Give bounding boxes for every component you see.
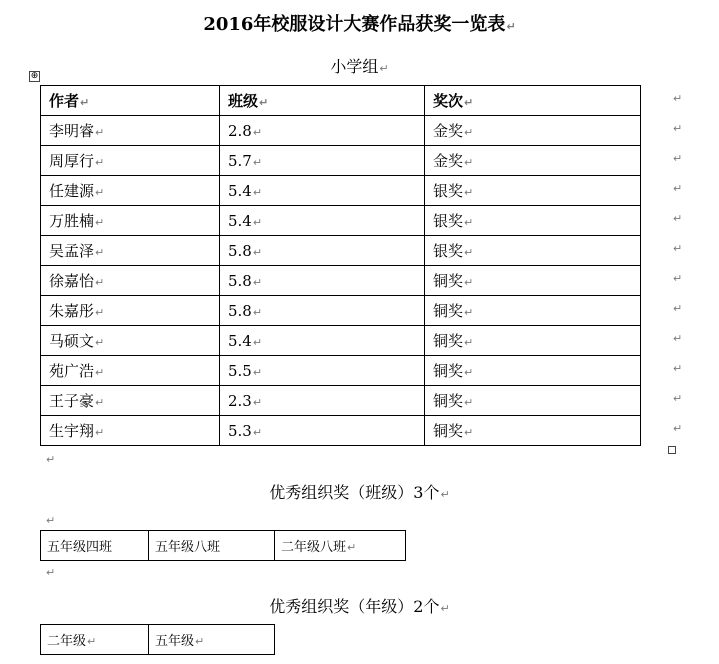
column-header-class[interactable]: 班级↵ (220, 86, 425, 116)
table-cell-award[interactable]: 铜奖↵ (425, 266, 641, 296)
table-cell-class[interactable]: 5.4↵ (220, 326, 425, 356)
table-cell-award[interactable]: 铜奖↵ (425, 416, 641, 446)
table-cell-author[interactable]: 李明睿↵ (41, 116, 220, 146)
table-row (41, 356, 641, 386)
class-org-award-cell[interactable]: 二年级八班↵ (275, 531, 406, 561)
table-row (41, 266, 641, 296)
table-cell-award[interactable]: 金奖↵ (425, 146, 641, 176)
table-cell-class[interactable]: 5.5↵ (220, 356, 425, 386)
grade-org-award-heading: 优秀组织奖（年级）2个↵ (269, 597, 450, 616)
table-cell-class[interactable]: 5.4↵ (220, 206, 425, 236)
table-cell-author[interactable]: 苑广浩↵ (41, 356, 220, 386)
table-row (41, 236, 641, 266)
table-cell-award[interactable]: 铜奖↵ (425, 386, 641, 416)
grade-org-award-cell[interactable]: 二年级↵ (41, 625, 149, 655)
table-move-handle-icon[interactable]: ⊕ (30, 71, 39, 81)
table-header-row (41, 86, 641, 116)
table-row (41, 206, 641, 236)
column-header-author[interactable]: 作者↵ (41, 86, 220, 116)
table-row (41, 386, 641, 416)
table-cell-award[interactable]: 银奖↵ (425, 176, 641, 206)
table-cell-class[interactable]: 5.8↵ (220, 236, 425, 266)
row-end-mark: ↵ (673, 392, 683, 405)
table-cell-author[interactable]: 王子豪↵ (41, 386, 220, 416)
table-row (41, 146, 641, 176)
document-title: 2016年校服设计大赛作品获奖一览表↵ (203, 14, 516, 35)
row-end-mark: ↵ (673, 92, 683, 105)
row-end-mark: ↵ (673, 122, 683, 135)
paragraph-mark: ↵ (46, 514, 56, 527)
class-org-award-cell[interactable]: 五年级八班 (149, 531, 275, 561)
table-cell-author[interactable]: 吴孟泽↵ (41, 236, 220, 266)
column-header-award[interactable]: 奖次↵ (425, 86, 641, 116)
table-cell-award[interactable]: 银奖↵ (425, 236, 641, 266)
row-end-mark: ↵ (673, 152, 683, 165)
row-end-mark: ↵ (673, 212, 683, 225)
table-cell-award[interactable]: 金奖↵ (425, 116, 641, 146)
class-org-award-table (40, 530, 406, 561)
table-cell-class[interactable]: 5.3↵ (220, 416, 425, 446)
section-heading-primary: 小学组↵ (330, 57, 389, 76)
class-org-award-heading: 优秀组织奖（班级）3个↵ (269, 483, 450, 502)
table-row (41, 326, 641, 356)
row-end-mark: ↵ (673, 422, 683, 435)
row-end-mark: ↵ (673, 242, 683, 255)
table-row (41, 116, 641, 146)
awards-table (40, 85, 641, 446)
table-cell-author[interactable]: 马硕文↵ (41, 326, 220, 356)
table-cell-class[interactable]: 5.4↵ (220, 176, 425, 206)
row-end-mark: ↵ (673, 182, 683, 195)
table-cell-class[interactable]: 5.7↵ (220, 146, 425, 176)
table-cell-author[interactable]: 周厚行↵ (41, 146, 220, 176)
table-row (41, 176, 641, 206)
table-cell-award[interactable]: 铜奖↵ (425, 356, 641, 386)
grade-org-award-cell[interactable]: 五年级↵ (149, 625, 275, 655)
awards-table-body (41, 116, 641, 446)
paragraph-mark: ↵ (46, 453, 56, 466)
table-cell-class[interactable]: 2.8↵ (220, 116, 425, 146)
class-org-award-row (41, 531, 406, 561)
table-resize-handle[interactable] (668, 446, 676, 454)
table-cell-author[interactable]: 任建源↵ (41, 176, 220, 206)
row-end-mark: ↵ (673, 302, 683, 315)
table-cell-author[interactable]: 徐嘉怡↵ (41, 266, 220, 296)
row-end-mark: ↵ (673, 332, 683, 345)
table-cell-author[interactable]: 朱嘉彤↵ (41, 296, 220, 326)
grade-org-award-row (41, 625, 275, 655)
table-cell-author[interactable]: 万胜楠↵ (41, 206, 220, 236)
table-cell-award[interactable]: 铜奖↵ (425, 326, 641, 356)
table-row (41, 416, 641, 446)
row-end-mark: ↵ (673, 272, 683, 285)
table-cell-class[interactable]: 5.8↵ (220, 296, 425, 326)
grade-org-award-table (40, 624, 275, 655)
table-cell-award[interactable]: 铜奖↵ (425, 296, 641, 326)
row-end-mark: ↵ (673, 362, 683, 375)
table-row (41, 296, 641, 326)
table-cell-class[interactable]: 5.8↵ (220, 266, 425, 296)
table-cell-award[interactable]: 银奖↵ (425, 206, 641, 236)
table-cell-author[interactable]: 生宇翔↵ (41, 416, 220, 446)
table-cell-class[interactable]: 2.3↵ (220, 386, 425, 416)
class-org-award-cell[interactable]: 五年级四班 (41, 531, 149, 561)
paragraph-mark: ↵ (46, 566, 56, 579)
